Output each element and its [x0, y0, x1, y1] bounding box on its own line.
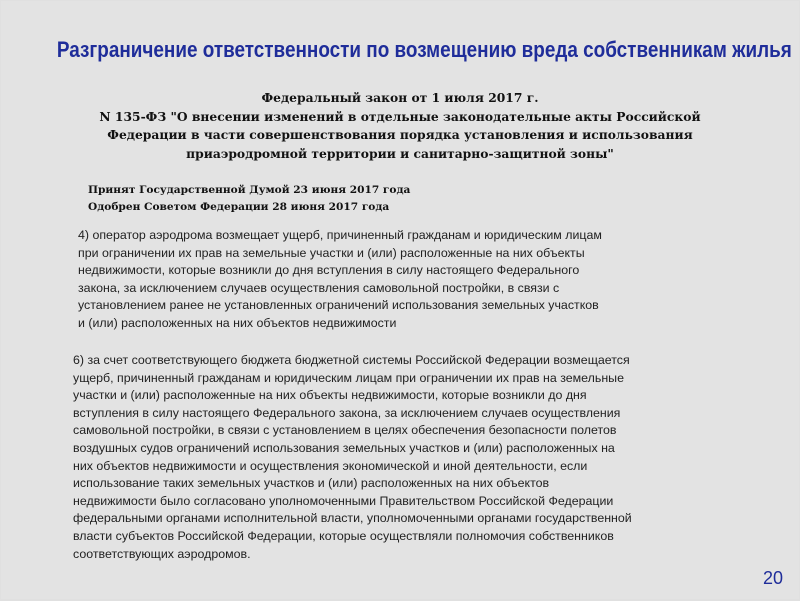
- paragraph-line: недвижимости, которые возникли до дня вступления в силу настоящего Федерального: [78, 263, 580, 278]
- paragraph-line: 4) оператор аэродрома возмещает ущерб, причиненный гражданам и юридическим лицам: [78, 228, 602, 242]
- paragraph-line: ущерб, причиненный гражданам и юридическим лицам при ограничении их прав на земельные: [73, 370, 624, 385]
- paragraph-line: вступления в силу настоящего Федерального закона, за исключением случаев осуществления: [73, 405, 621, 420]
- paragraph-line: воздушных судов ограничений использования земельных участков и (или) расположенных на: [73, 440, 615, 455]
- paragraph-line: самовольной постройки, в связи с установлением в целях обеспечения безопасности полетов: [73, 423, 617, 438]
- law-heading-line: приаэродромной территории и санитарно-защитной зоны": [186, 145, 614, 161]
- law-heading-line: Федеральный закон от 1 июля 2017 г.: [261, 90, 539, 105]
- adopted-duma-line: Принят Государственной Думой 23 июня 2017 года: [88, 184, 411, 196]
- paragraph-line: участки и (или) расположенные на них объекты недвижимости, которые возникли до дня: [73, 388, 587, 403]
- paragraph-6: [73, 352, 632, 563]
- slide: [1, 1, 799, 599]
- law-heading-line: Федерации в части совершенствования порядка установления и использования: [107, 127, 693, 142]
- paragraph-line: использование таких земельных участков и (или) расположенных на них объектов: [73, 476, 550, 491]
- paragraph-line: закона, за исключением случаев осуществления самовольной постройки, в связи с: [78, 280, 560, 295]
- paragraph-line: федеральными органами исполнительной власти, уполномоченными органами государственной: [73, 511, 632, 526]
- paragraph-line: при ограничении их прав на земельные участки и (или) расположенные на них объекты: [78, 245, 585, 260]
- paragraph-line: соответствующих аэродромов.: [73, 546, 251, 561]
- approved-federation-council-line: Одобрен Советом Федерации 28 июня 2017 года: [88, 201, 390, 213]
- paragraph-line: недвижимости было согласовано уполномоченными Правительством Российской Федерации: [73, 493, 614, 508]
- paragraph-line: 6) за счет соответствующего бюджета бюджетной системы Российской Федерации возмещается: [73, 353, 630, 367]
- paragraph-line: установлением ранее не установленных ограничений использования земельных участков: [78, 298, 599, 313]
- paragraph-line: власти субъектов Российской Федерации, которые осуществляли полномочия собственников: [73, 528, 614, 543]
- slide-title: Разграничение ответственности по возмещению вреда собственникам жилья: [56, 37, 792, 62]
- paragraph-4: [78, 227, 602, 333]
- paragraph-line: и (или) расположенных на них объектов недвижимости: [78, 315, 397, 330]
- law-heading: [61, 89, 739, 163]
- paragraph-line: них объектов недвижимости и осуществления экономической и иной деятельности, если: [73, 458, 588, 473]
- page-number: 20: [762, 568, 783, 588]
- law-heading-line: N 135-ФЗ "О внесении изменений в отдельные законодательные акты Российской: [99, 108, 701, 124]
- adoption-info: [88, 182, 410, 216]
